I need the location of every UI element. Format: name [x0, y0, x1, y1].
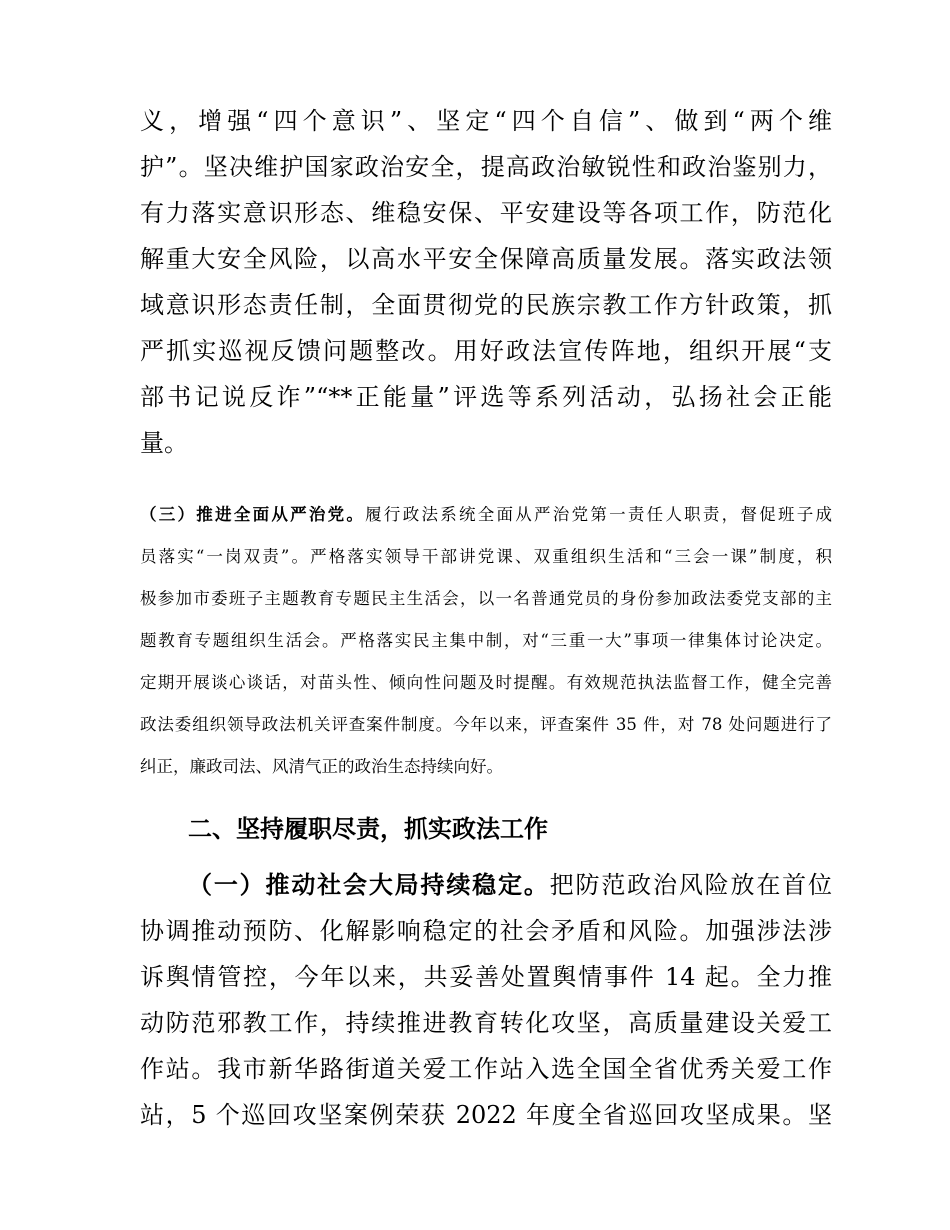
text-line: 域意识形态责任制，全面贯彻党的民族宗教工作方针政策，抓	[140, 291, 832, 319]
text-line: 严抓实巡视反馈问题整改。用好政法宣传阵地，组织开展“支	[140, 337, 832, 365]
section-heading: 二、坚持履职尽责，抓实政法工作	[188, 814, 548, 843]
text-line: （三）推进全面从严治党。履行政法系统全面从严治党第一责任人职责，督促班子成	[140, 505, 833, 524]
paragraph-continuation	[140, 98, 832, 466]
paragraph-lead: （三）推进全面从严治党。	[140, 505, 366, 524]
text-line: 护”。坚决维护国家政治安全，提高政治敏锐性和政治鉴别力，	[140, 153, 832, 181]
text-line: 政法委组织领导政法机关评查案件制度。今年以来，评查案件 35 件，对 78 处问题进行了	[140, 715, 832, 734]
paragraph-lead: （一）推动社会大局持续稳定。	[188, 870, 550, 899]
text-line: 有力落实意识形态、维稳安保、平安建设等各项工作，防范化	[140, 199, 832, 227]
text-line: 作站。我市新华路街道关爱工作站入选全国全省优秀关爱工作	[140, 1055, 832, 1083]
text-line: 量。	[140, 429, 188, 457]
text-line: 动防范邪教工作，持续推进教育转化攻坚，高质量建设关爱工	[140, 1009, 832, 1037]
text-line: 解重大安全风险，以高水平安全保障高质量发展。落实政法领	[140, 245, 832, 273]
text-line: 协调推动预防、化解影响稳定的社会矛盾和风险。加强涉法涉	[140, 917, 832, 945]
text-line: 站，5 个巡回攻坚案例荣获 2022 年度全省巡回攻坚成果。坚	[140, 1101, 832, 1129]
text-line: 纠正，廉政司法、风清气正的政治生态持续向好。	[140, 757, 503, 776]
text-line: （一）推动社会大局持续稳定。把防范政治风险放在首位	[188, 870, 833, 899]
text-line: 部书记说反诈”“**正能量”评选等系列活动，弘扬社会正能	[140, 383, 832, 411]
paragraph-section-three	[140, 494, 832, 788]
text-line: 题教育专题组织生活会。严格落实民主集中制，对“三重一大”事项一律集体讨论决定。	[140, 631, 832, 650]
text-line: 定期开展谈心谈话，对苗头性、倾向性问题及时提醒。有效规范执法监督工作，健全完善	[140, 673, 832, 692]
text-line: 员落实“一岗双责”。严格落实领导干部讲党课、双重组织生活和“三会一课”制度，积	[140, 547, 832, 566]
text-line: 义，增强“四个意识”、坚定“四个自信”、做到“两个维	[140, 107, 832, 135]
text-line: 极参加市委班子主题教育专题民主生活会，以一名普通党员的身份参加政法委党支部的主	[140, 589, 832, 608]
text-line: 诉舆情管控，今年以来，共妥善处置舆情事件 14 起。全力推	[140, 963, 832, 991]
paragraph-section-one	[140, 862, 832, 1138]
